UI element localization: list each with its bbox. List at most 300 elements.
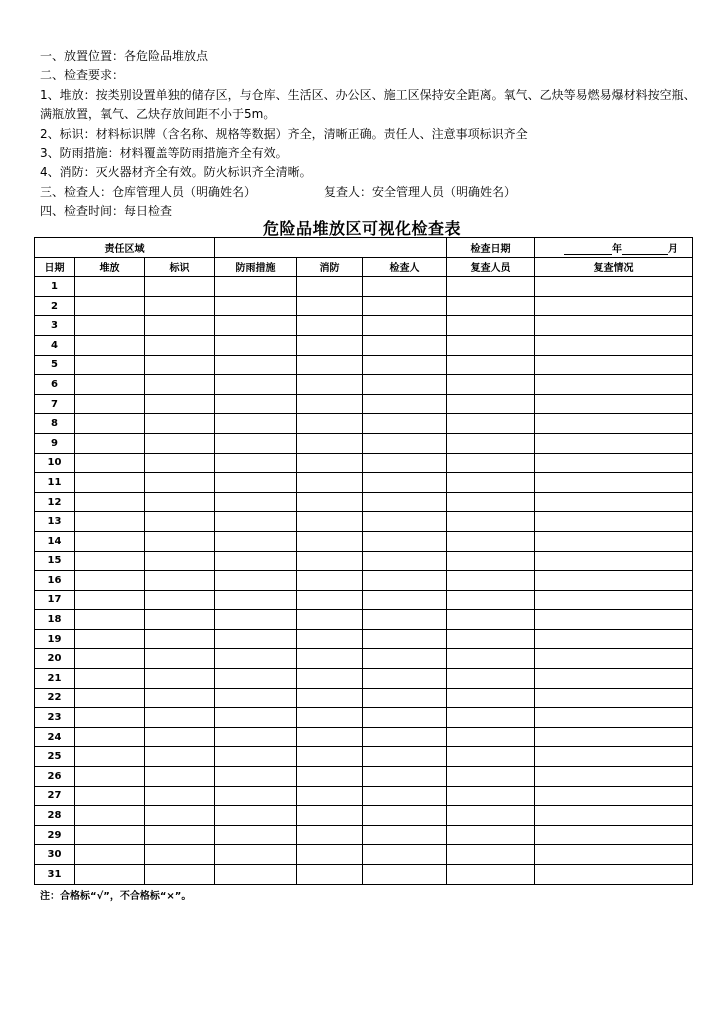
- check-cell[interactable]: [145, 649, 215, 669]
- check-cell[interactable]: [75, 767, 145, 787]
- table-row: [35, 473, 693, 493]
- check-cell[interactable]: [535, 433, 693, 453]
- check-cell[interactable]: [447, 767, 535, 787]
- check-cell[interactable]: [535, 571, 693, 591]
- check-cell[interactable]: [145, 727, 215, 747]
- table-row: [35, 865, 693, 885]
- check-cell[interactable]: [75, 727, 145, 747]
- check-cell[interactable]: [297, 806, 363, 826]
- check-cell[interactable]: [75, 688, 145, 708]
- check-cell[interactable]: [75, 708, 145, 728]
- check-cell[interactable]: [535, 551, 693, 571]
- table-row: [35, 629, 693, 649]
- check-cell[interactable]: [145, 629, 215, 649]
- check-cell[interactable]: [75, 786, 145, 806]
- check-cell[interactable]: [363, 355, 447, 375]
- check-cell[interactable]: [447, 747, 535, 767]
- check-cell[interactable]: [145, 845, 215, 865]
- check-cell[interactable]: [75, 531, 145, 551]
- check-cell[interactable]: [297, 394, 363, 414]
- check-cell[interactable]: [363, 688, 447, 708]
- day-number: 4: [35, 335, 75, 355]
- check-cell[interactable]: [535, 688, 693, 708]
- check-cell[interactable]: [75, 355, 145, 375]
- check-cell[interactable]: [447, 727, 535, 747]
- check-cell[interactable]: [145, 708, 215, 728]
- column-header: 检查人: [363, 257, 447, 277]
- check-cell[interactable]: [363, 786, 447, 806]
- check-cell[interactable]: [447, 433, 535, 453]
- column-header: 日期: [35, 257, 75, 277]
- day-number: 12: [35, 492, 75, 512]
- check-cell[interactable]: [215, 551, 297, 571]
- check-cell[interactable]: [297, 825, 363, 845]
- table-row: [35, 531, 693, 551]
- check-cell[interactable]: [145, 355, 215, 375]
- check-cell[interactable]: [145, 590, 215, 610]
- table-row: [35, 296, 693, 316]
- check-cell[interactable]: [363, 727, 447, 747]
- check-cell[interactable]: [535, 865, 693, 885]
- check-cell[interactable]: [535, 316, 693, 336]
- check-cell[interactable]: [363, 453, 447, 473]
- check-cell[interactable]: [75, 825, 145, 845]
- check-cell[interactable]: [297, 786, 363, 806]
- check-cell[interactable]: [145, 551, 215, 571]
- check-cell[interactable]: [535, 492, 693, 512]
- day-number: 22: [35, 688, 75, 708]
- column-header: 防雨措施: [215, 257, 297, 277]
- check-cell[interactable]: [447, 865, 535, 885]
- check-cell[interactable]: [535, 394, 693, 414]
- check-cell[interactable]: [297, 375, 363, 395]
- area-value-cell[interactable]: [215, 238, 447, 258]
- check-cell[interactable]: [145, 394, 215, 414]
- inspector-text: 三、检查人：仓库管理人员（明确姓名）: [40, 184, 257, 199]
- check-cell[interactable]: [145, 531, 215, 551]
- check-cell[interactable]: [297, 629, 363, 649]
- check-cell[interactable]: [363, 335, 447, 355]
- check-cell[interactable]: [363, 708, 447, 728]
- check-cell[interactable]: [447, 629, 535, 649]
- check-cell[interactable]: [215, 669, 297, 689]
- year-blank: [564, 244, 612, 255]
- table-row: [35, 590, 693, 610]
- inspector-line: [40, 183, 720, 202]
- table-row: [35, 277, 693, 297]
- table-row: [35, 747, 693, 767]
- check-cell[interactable]: [535, 610, 693, 630]
- check-cell[interactable]: [363, 394, 447, 414]
- check-cell[interactable]: [75, 571, 145, 591]
- check-cell[interactable]: [447, 296, 535, 316]
- check-cell[interactable]: [363, 669, 447, 689]
- check-cell[interactable]: [535, 767, 693, 787]
- table-row: [35, 649, 693, 669]
- day-number: 17: [35, 590, 75, 610]
- check-cell[interactable]: [215, 355, 297, 375]
- day-number: 1: [35, 277, 75, 297]
- check-cell[interactable]: [75, 316, 145, 336]
- check-cell[interactable]: [297, 649, 363, 669]
- check-cell[interactable]: [535, 649, 693, 669]
- check-cell[interactable]: [145, 865, 215, 885]
- table-row: [35, 708, 693, 728]
- day-number: 20: [35, 649, 75, 669]
- table-row: [35, 335, 693, 355]
- check-cell[interactable]: [447, 316, 535, 336]
- date-value-cell[interactable]: [535, 238, 693, 258]
- check-cell[interactable]: [297, 610, 363, 630]
- check-cell[interactable]: [75, 865, 145, 885]
- check-cell[interactable]: [297, 688, 363, 708]
- check-cell[interactable]: [145, 296, 215, 316]
- check-cell[interactable]: [363, 865, 447, 885]
- check-cell[interactable]: [447, 845, 535, 865]
- check-cell[interactable]: [75, 590, 145, 610]
- table-row: [35, 394, 693, 414]
- check-cell[interactable]: [215, 473, 297, 493]
- check-cell[interactable]: [145, 806, 215, 826]
- check-cell[interactable]: [75, 610, 145, 630]
- check-cell[interactable]: [145, 747, 215, 767]
- check-cell[interactable]: [215, 335, 297, 355]
- check-cell[interactable]: [297, 492, 363, 512]
- day-number: 27: [35, 786, 75, 806]
- check-cell[interactable]: [75, 629, 145, 649]
- day-rows: [35, 277, 693, 884]
- check-cell[interactable]: [535, 355, 693, 375]
- check-cell[interactable]: [145, 473, 215, 493]
- check-cell[interactable]: [215, 688, 297, 708]
- day-number: 16: [35, 571, 75, 591]
- check-cell[interactable]: [363, 492, 447, 512]
- check-cell[interactable]: [145, 512, 215, 532]
- day-number: 6: [35, 375, 75, 395]
- month-label: 月: [668, 243, 679, 255]
- check-cell[interactable]: [215, 845, 297, 865]
- check-cell[interactable]: [75, 492, 145, 512]
- check-cell[interactable]: [535, 727, 693, 747]
- day-number: 21: [35, 669, 75, 689]
- check-cell[interactable]: [145, 825, 215, 845]
- day-number: 25: [35, 747, 75, 767]
- check-cell[interactable]: [447, 277, 535, 297]
- check-cell[interactable]: [447, 688, 535, 708]
- check-cell[interactable]: [363, 473, 447, 493]
- day-number: 13: [35, 512, 75, 532]
- check-cell[interactable]: [215, 296, 297, 316]
- check-cell[interactable]: [535, 473, 693, 493]
- check-cell[interactable]: [535, 453, 693, 473]
- check-cell[interactable]: [215, 277, 297, 297]
- check-cell[interactable]: [363, 414, 447, 434]
- check-cell[interactable]: [215, 571, 297, 591]
- table-row: [35, 610, 693, 630]
- check-cell[interactable]: [297, 865, 363, 885]
- check-cell[interactable]: [363, 512, 447, 532]
- column-header: 复查人员: [447, 257, 535, 277]
- table-row: [35, 825, 693, 845]
- check-cell[interactable]: [363, 551, 447, 571]
- check-cell[interactable]: [447, 394, 535, 414]
- check-cell[interactable]: [535, 708, 693, 728]
- check-cell[interactable]: [447, 375, 535, 395]
- day-number: 8: [35, 414, 75, 434]
- check-cell[interactable]: [297, 571, 363, 591]
- check-cell[interactable]: [297, 335, 363, 355]
- check-cell[interactable]: [75, 335, 145, 355]
- check-cell[interactable]: [215, 629, 297, 649]
- table-row: [35, 688, 693, 708]
- check-cell[interactable]: [447, 531, 535, 551]
- day-number: 24: [35, 727, 75, 747]
- table-row: [35, 355, 693, 375]
- day-number: 11: [35, 473, 75, 493]
- check-cell[interactable]: [215, 531, 297, 551]
- check-cell[interactable]: [75, 394, 145, 414]
- check-cell[interactable]: [75, 277, 145, 297]
- check-cell[interactable]: [447, 355, 535, 375]
- check-cell[interactable]: [297, 512, 363, 532]
- day-number: 7: [35, 394, 75, 414]
- check-cell[interactable]: [75, 669, 145, 689]
- check-cell[interactable]: [297, 296, 363, 316]
- day-number: 18: [35, 610, 75, 630]
- table-row: [35, 433, 693, 453]
- check-cell[interactable]: [363, 747, 447, 767]
- check-cell[interactable]: [297, 767, 363, 787]
- check-cell[interactable]: [297, 316, 363, 336]
- check-cell[interactable]: [297, 590, 363, 610]
- check-cell[interactable]: [363, 845, 447, 865]
- check-cell[interactable]: [75, 649, 145, 669]
- check-cell[interactable]: [215, 492, 297, 512]
- check-cell[interactable]: [215, 512, 297, 532]
- check-cell[interactable]: [297, 414, 363, 434]
- check-cell[interactable]: [75, 845, 145, 865]
- requirements-heading: 二、检查要求：: [40, 68, 125, 83]
- instructions: [40, 47, 720, 222]
- area-label: 责任区域: [35, 238, 215, 258]
- check-cell[interactable]: [215, 747, 297, 767]
- day-number: 5: [35, 355, 75, 375]
- year-label: 年: [612, 243, 623, 255]
- check-cell[interactable]: [535, 629, 693, 649]
- check-cell[interactable]: [535, 669, 693, 689]
- check-cell[interactable]: [297, 845, 363, 865]
- day-number: 10: [35, 453, 75, 473]
- check-cell[interactable]: [75, 747, 145, 767]
- table-row: [35, 414, 693, 434]
- table-row: [35, 767, 693, 787]
- check-cell[interactable]: [145, 277, 215, 297]
- table-row: [35, 492, 693, 512]
- date-label: 检查日期: [447, 238, 535, 258]
- table-row: [35, 669, 693, 689]
- check-cell[interactable]: [145, 316, 215, 336]
- check-cell[interactable]: [447, 551, 535, 571]
- check-cell[interactable]: [215, 825, 297, 845]
- check-cell[interactable]: [145, 433, 215, 453]
- day-number: 14: [35, 531, 75, 551]
- check-cell[interactable]: [535, 296, 693, 316]
- check-cell[interactable]: [447, 453, 535, 473]
- inspection-time: 四、检查时间：每日检查: [40, 204, 173, 219]
- month-blank: [622, 244, 668, 255]
- check-cell[interactable]: [215, 806, 297, 826]
- check-cell[interactable]: [215, 316, 297, 336]
- column-header-row: [35, 257, 693, 277]
- check-cell[interactable]: [535, 512, 693, 532]
- day-number: 3: [35, 316, 75, 336]
- check-cell[interactable]: [297, 453, 363, 473]
- check-cell[interactable]: [145, 453, 215, 473]
- check-cell[interactable]: [145, 688, 215, 708]
- check-cell[interactable]: [297, 669, 363, 689]
- check-cell[interactable]: [447, 669, 535, 689]
- check-cell[interactable]: [535, 825, 693, 845]
- check-cell[interactable]: [145, 335, 215, 355]
- check-cell[interactable]: [215, 767, 297, 787]
- check-cell[interactable]: [363, 610, 447, 630]
- check-cell[interactable]: [75, 433, 145, 453]
- check-cell[interactable]: [297, 355, 363, 375]
- check-cell[interactable]: [215, 610, 297, 630]
- check-cell[interactable]: [447, 610, 535, 630]
- table-row: [35, 453, 693, 473]
- check-cell[interactable]: [297, 531, 363, 551]
- check-cell[interactable]: [447, 414, 535, 434]
- check-cell[interactable]: [297, 551, 363, 571]
- check-cell[interactable]: [447, 571, 535, 591]
- column-header: 消防: [297, 257, 363, 277]
- check-cell[interactable]: [215, 375, 297, 395]
- check-cell[interactable]: [363, 531, 447, 551]
- check-cell[interactable]: [535, 786, 693, 806]
- check-cell[interactable]: [447, 825, 535, 845]
- check-cell[interactable]: [363, 375, 447, 395]
- check-cell[interactable]: [535, 375, 693, 395]
- table-row: [35, 512, 693, 532]
- check-cell[interactable]: [447, 708, 535, 728]
- check-cell[interactable]: [145, 610, 215, 630]
- check-cell[interactable]: [297, 708, 363, 728]
- check-cell[interactable]: [297, 747, 363, 767]
- check-cell[interactable]: [75, 551, 145, 571]
- labeling-requirement: 2、标识：材料标识牌（含名称、规格等数据）齐全，清晰正确。责任人、注意事项标识齐全: [40, 126, 528, 141]
- check-cell[interactable]: [215, 786, 297, 806]
- check-cell[interactable]: [215, 708, 297, 728]
- check-cell[interactable]: [447, 335, 535, 355]
- check-cell[interactable]: [297, 433, 363, 453]
- check-cell[interactable]: [363, 433, 447, 453]
- check-cell[interactable]: [363, 629, 447, 649]
- check-cell[interactable]: [535, 845, 693, 865]
- check-cell[interactable]: [447, 512, 535, 532]
- check-cell[interactable]: [535, 806, 693, 826]
- header-row-area-date: [35, 238, 693, 258]
- check-cell[interactable]: [145, 571, 215, 591]
- day-number: 28: [35, 806, 75, 826]
- check-cell[interactable]: [215, 727, 297, 747]
- check-cell[interactable]: [145, 375, 215, 395]
- table-row: [35, 786, 693, 806]
- check-cell[interactable]: [447, 492, 535, 512]
- table-row: [35, 375, 693, 395]
- check-cell[interactable]: [363, 590, 447, 610]
- inspection-table: [34, 237, 693, 885]
- check-cell[interactable]: [215, 453, 297, 473]
- check-cell[interactable]: [363, 767, 447, 787]
- check-cell[interactable]: [215, 865, 297, 885]
- table-row: [35, 571, 693, 591]
- day-number: 15: [35, 551, 75, 571]
- fire-protection-requirement: 4、消防：灭火器材齐全有效。防火标识齐全清晰。: [40, 165, 312, 180]
- check-cell[interactable]: [75, 512, 145, 532]
- check-cell[interactable]: [363, 825, 447, 845]
- day-number: 2: [35, 296, 75, 316]
- check-cell[interactable]: [145, 767, 215, 787]
- check-cell[interactable]: [363, 316, 447, 336]
- check-cell[interactable]: [75, 414, 145, 434]
- check-cell[interactable]: [297, 277, 363, 297]
- day-number: 26: [35, 767, 75, 787]
- check-cell[interactable]: [363, 571, 447, 591]
- rain-protection-requirement: 3、防雨措施：材料覆盖等防雨措施齐全有效。: [40, 146, 288, 161]
- check-cell[interactable]: [75, 473, 145, 493]
- day-number: 9: [35, 433, 75, 453]
- check-cell[interactable]: [363, 806, 447, 826]
- check-cell[interactable]: [297, 473, 363, 493]
- check-cell[interactable]: [447, 806, 535, 826]
- check-cell[interactable]: [145, 669, 215, 689]
- check-cell[interactable]: [145, 786, 215, 806]
- column-header: 复查情况: [535, 257, 693, 277]
- check-cell[interactable]: [145, 492, 215, 512]
- table-row: [35, 806, 693, 826]
- check-cell[interactable]: [535, 277, 693, 297]
- check-cell[interactable]: [75, 296, 145, 316]
- table-row: [35, 727, 693, 747]
- check-cell[interactable]: [363, 277, 447, 297]
- check-cell[interactable]: [75, 806, 145, 826]
- stacking-requirement-line1: 1、堆放：按类别设置单独的储存区，与仓库、生活区、办公区、施工区保持安全距离。氧气、乙炔等易燃易爆材料按空瓶、: [40, 87, 696, 102]
- check-cell[interactable]: [535, 414, 693, 434]
- check-cell[interactable]: [363, 649, 447, 669]
- location-line: 一、放置位置：各危险品堆放点: [40, 49, 209, 63]
- check-cell[interactable]: [447, 649, 535, 669]
- check-cell[interactable]: [535, 747, 693, 767]
- check-cell[interactable]: [535, 335, 693, 355]
- check-cell[interactable]: [535, 531, 693, 551]
- check-cell[interactable]: [447, 590, 535, 610]
- check-cell[interactable]: [75, 375, 145, 395]
- check-cell[interactable]: [75, 453, 145, 473]
- check-cell[interactable]: [215, 590, 297, 610]
- check-cell[interactable]: [447, 786, 535, 806]
- check-cell[interactable]: [447, 473, 535, 493]
- check-cell[interactable]: [145, 414, 215, 434]
- check-cell[interactable]: [535, 590, 693, 610]
- check-cell[interactable]: [215, 414, 297, 434]
- check-cell[interactable]: [363, 296, 447, 316]
- table-row: [35, 316, 693, 336]
- check-cell[interactable]: [215, 649, 297, 669]
- check-cell[interactable]: [215, 394, 297, 414]
- check-cell[interactable]: [297, 727, 363, 747]
- check-cell[interactable]: [215, 433, 297, 453]
